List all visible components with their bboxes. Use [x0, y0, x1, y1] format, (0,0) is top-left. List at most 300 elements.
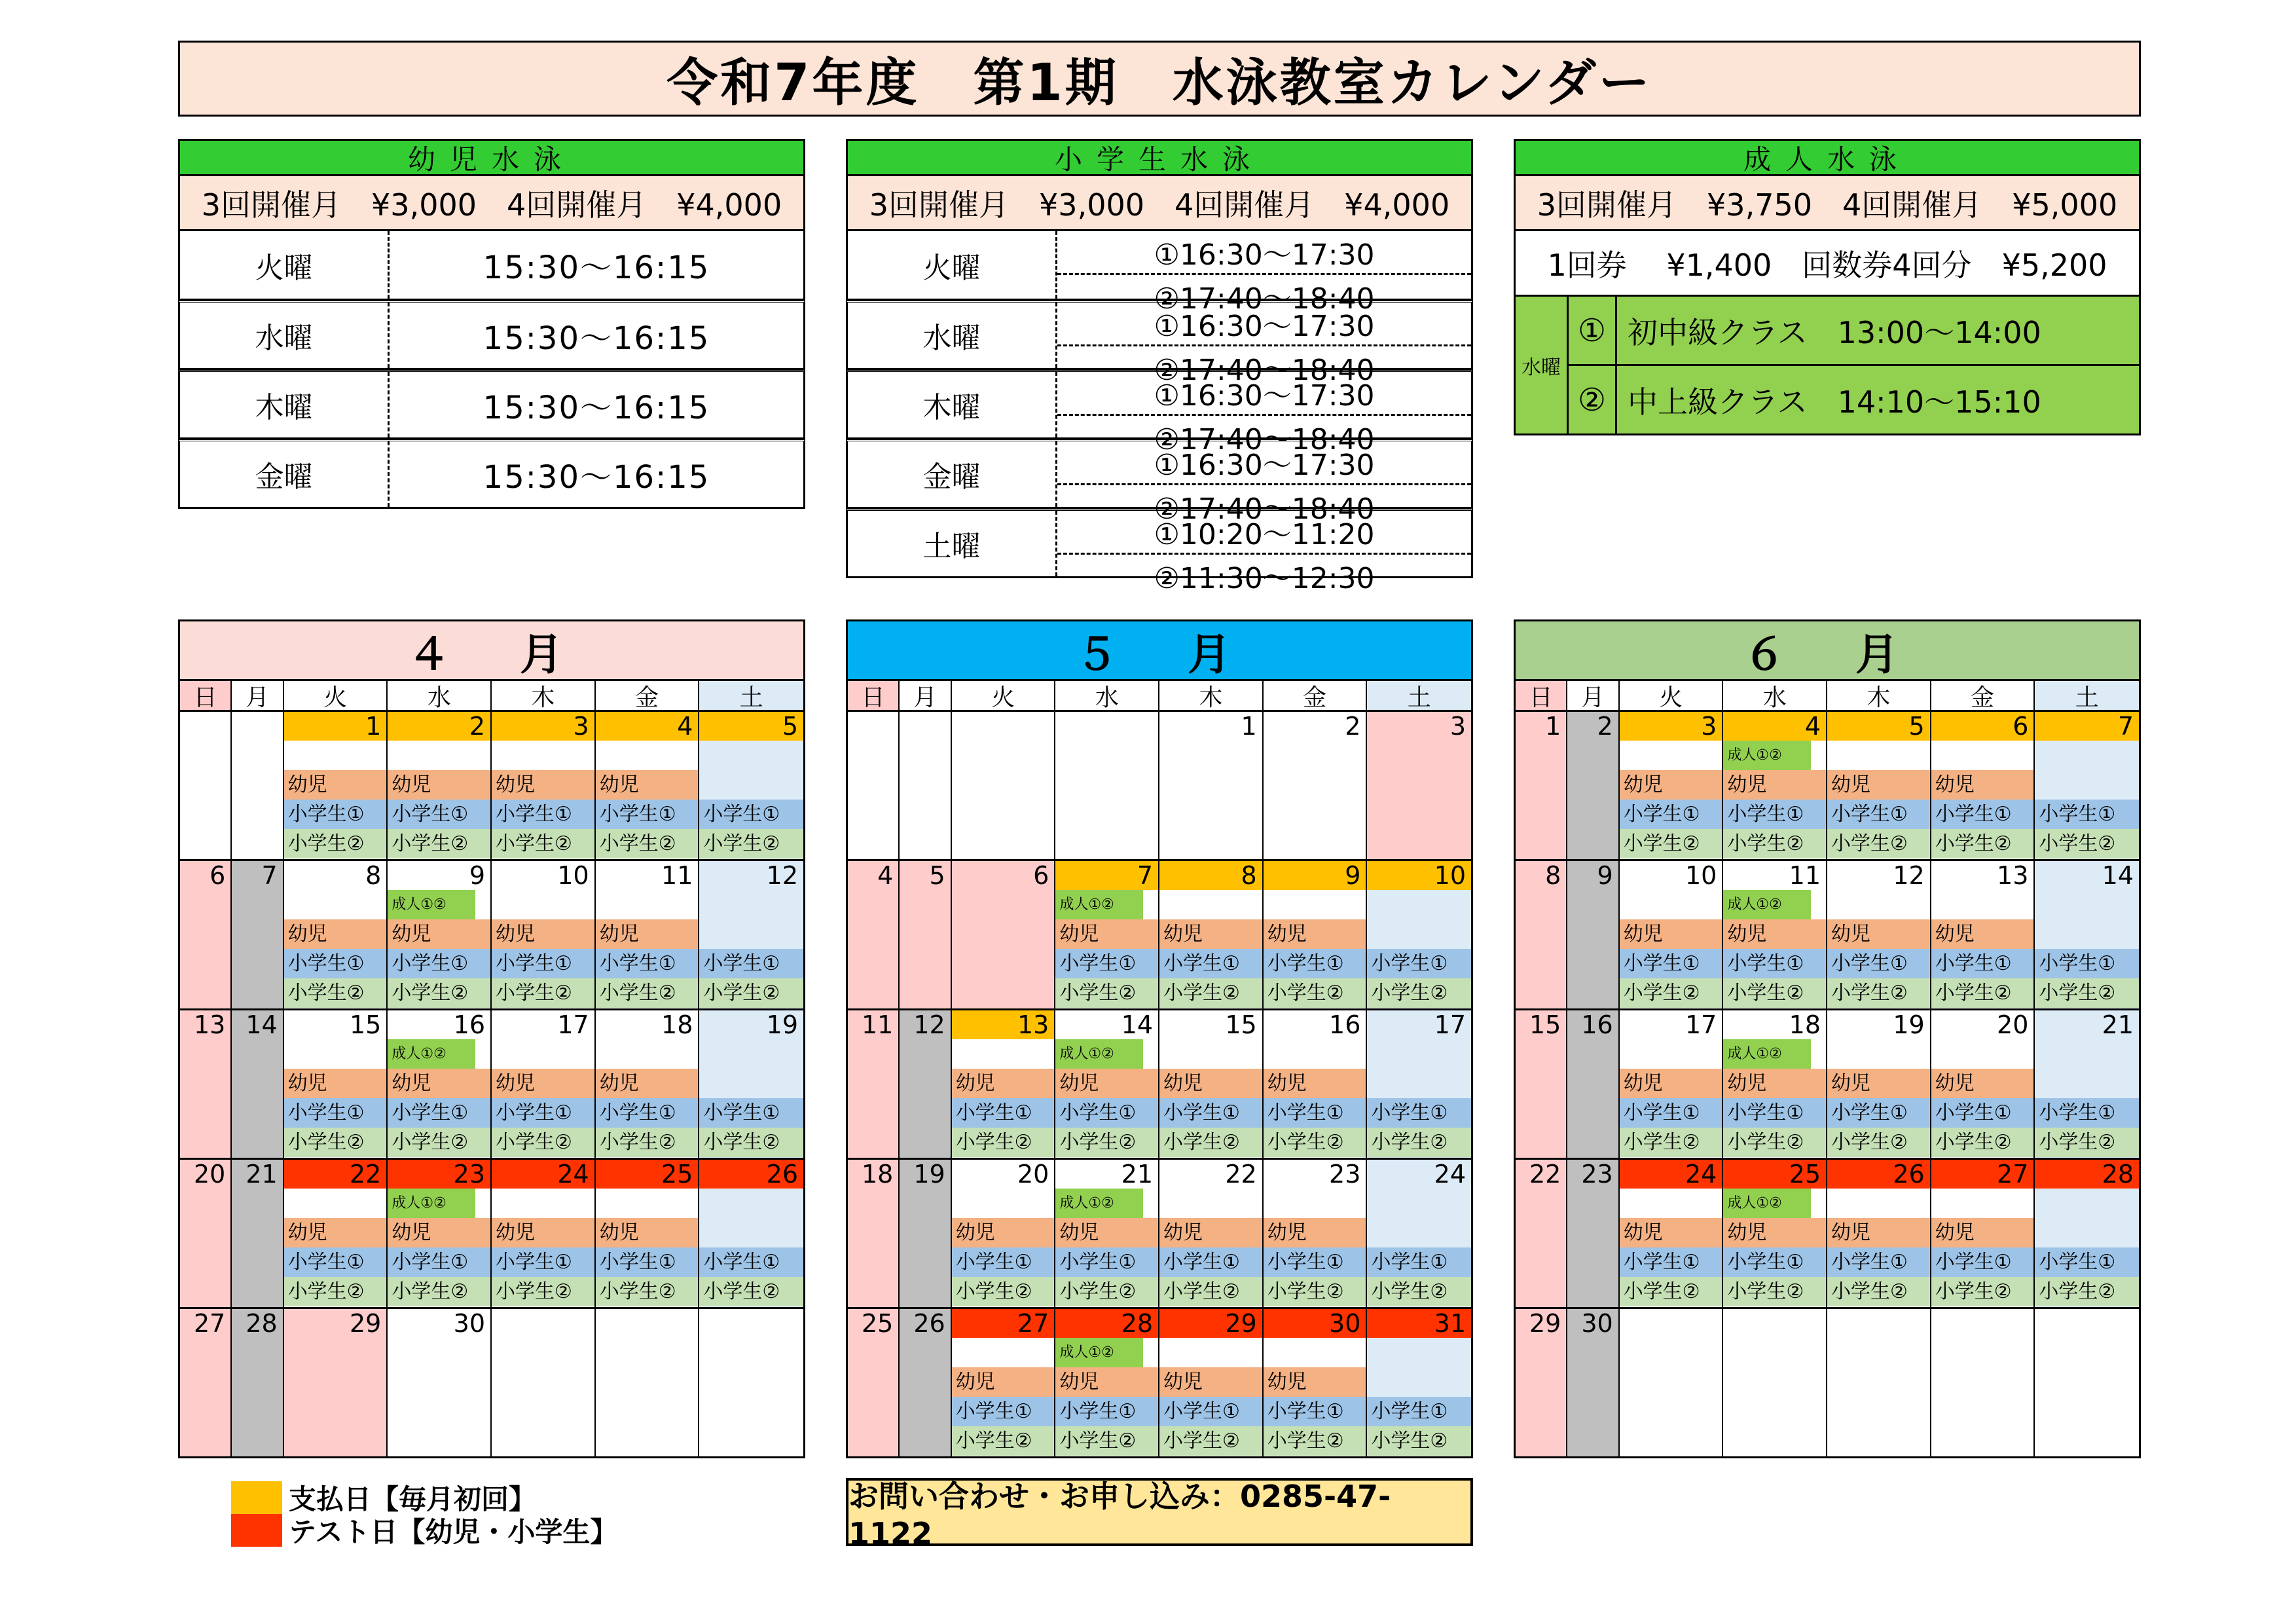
calendar-day	[1367, 712, 1471, 859]
calendar-day	[699, 1160, 803, 1307]
day-number	[1931, 1309, 2034, 1338]
lesson-slot	[952, 1039, 1055, 1069]
lesson-slot-sho2: 小学生②	[1620, 1277, 1722, 1306]
calendar-week	[1516, 712, 2139, 861]
lesson-slot-adult: 成人①②	[1723, 1039, 1810, 1069]
lesson-slot	[596, 1189, 699, 1218]
day-number: 2	[1345, 712, 1361, 741]
lesson-slot-sho2: 小学生②	[1367, 1128, 1471, 1157]
calendar-week	[180, 1309, 803, 1456]
calendar-day	[284, 1160, 388, 1307]
lesson-slot-sho2: 小学生②	[1723, 1128, 1826, 1157]
day-number: 23	[388, 1160, 490, 1189]
lesson-slot-sho2: 小学生②	[1055, 1277, 1158, 1306]
day-number: 28	[246, 1309, 278, 1338]
lesson-slot	[1367, 1218, 1471, 1247]
day-number	[952, 712, 1055, 741]
calendar-day	[232, 1309, 283, 1456]
calendar-day	[388, 712, 492, 859]
calendar-day	[848, 1010, 900, 1158]
lesson-slot-adult: 成人①②	[1055, 1338, 1142, 1367]
calendar-week	[848, 1309, 1471, 1456]
lesson-slot-yoji: 幼児	[952, 1069, 1055, 1098]
lesson-slot	[1367, 1039, 1471, 1069]
lesson-slot	[699, 919, 803, 949]
day-number: 18	[861, 1160, 894, 1189]
shogaku-price: 3回開催月 ¥3,000 4回開催月 ¥4,000	[846, 176, 1473, 231]
lesson-slot-yoji: 幼児	[1827, 919, 1930, 949]
day-number	[1827, 1309, 1930, 1338]
lesson-slot-yoji: 幼児	[492, 1218, 594, 1247]
lesson-slot	[1159, 1039, 1262, 1069]
shogaku-schedule-row	[846, 301, 1473, 387]
lesson-slot-sho1: 小学生①	[1620, 1247, 1722, 1277]
weekday-header-row	[848, 681, 1471, 712]
lesson-slot-sho1: 小学生①	[388, 949, 490, 978]
lesson-slot-sho2: 小学生②	[388, 978, 490, 1008]
lesson-slot	[1931, 1039, 2034, 1069]
seijin-class-label: 中上級クラス 14:10〜15:10	[1628, 384, 2041, 420]
month-title: ４ 月	[180, 621, 803, 681]
lesson-slot-sho1: 小学生①	[388, 800, 490, 829]
lesson-slot-sho2: 小学生②	[952, 1426, 1055, 1456]
day-number: 20	[1017, 1160, 1049, 1189]
calendar-day	[1620, 712, 1724, 859]
legend-swatch-payment	[231, 1481, 282, 1514]
calendar-day	[1620, 1010, 1724, 1158]
lesson-slot-sho1: 小学生①	[596, 949, 699, 978]
lesson-slot-sho1: 小学生①	[1264, 1247, 1366, 1277]
lesson-slot	[1620, 890, 1722, 919]
day-number: 12	[913, 1010, 945, 1039]
calendar-day	[1055, 861, 1159, 1008]
lesson-slot-sho1: 小学生①	[1055, 1098, 1158, 1128]
day-number: 4	[877, 861, 894, 890]
shogaku-schedule-row	[846, 370, 1473, 456]
calendar-day	[492, 1010, 596, 1158]
lesson-slot-sho1: 小学生①	[1931, 1098, 2034, 1128]
lesson-slot	[2035, 1069, 2139, 1098]
schedule-day: 火曜	[848, 231, 1057, 299]
calendar-day	[492, 1309, 596, 1456]
lesson-slot-sho2: 小学生②	[1055, 1426, 1158, 1456]
lesson-slot-yoji: 幼児	[492, 919, 594, 949]
weekday-label: 水	[388, 681, 492, 710]
lesson-slot-yoji: 幼児	[1264, 919, 1366, 949]
lesson-slot	[2035, 890, 2139, 919]
lesson-slot	[952, 1338, 1055, 1367]
calendar-day	[596, 1160, 700, 1307]
calendar-day	[388, 1309, 492, 1456]
legend-item-test	[231, 1514, 617, 1547]
schedule-day: 火曜	[180, 231, 390, 299]
calendar-day	[284, 1309, 388, 1456]
lesson-slot-yoji: 幼児	[1264, 1367, 1366, 1397]
lesson-slot-yoji: 幼児	[1055, 1069, 1158, 1098]
lesson-slot-sho2: 小学生②	[284, 829, 387, 858]
weekday-label: 木	[1159, 681, 1264, 710]
day-number: 22	[1529, 1160, 1561, 1189]
seijin-header: 成人水泳	[1514, 139, 2141, 176]
lesson-slot-sho1: 小学生①	[1827, 1247, 1930, 1277]
schedule-day: 水曜	[180, 303, 390, 368]
day-number: 26	[699, 1160, 803, 1189]
day-number: 25	[1723, 1160, 1826, 1189]
lesson-slot	[1620, 741, 1722, 770]
lesson-slot-sho1: 小学生①	[2035, 1247, 2139, 1277]
lesson-slot-sho1: 小学生①	[1931, 800, 2034, 829]
lesson-slot-sho1: 小学生①	[1723, 949, 1826, 978]
month-title: ５ 月	[848, 621, 1471, 681]
lesson-slot-sho1: 小学生①	[388, 1098, 490, 1128]
lesson-slot-sho1: 小学生①	[492, 800, 594, 829]
day-number: 1	[284, 712, 387, 741]
calendar-day	[180, 1309, 232, 1456]
calendar-day	[1620, 861, 1724, 1008]
calendar-day	[1055, 712, 1159, 859]
calendar-day	[232, 712, 283, 859]
day-number: 20	[1997, 1010, 2029, 1039]
calendar-day	[596, 1010, 700, 1158]
lesson-slot-yoji: 幼児	[596, 1069, 699, 1098]
lesson-slot-sho1: 小学生①	[1931, 949, 2034, 978]
schedule-day: 水曜	[848, 303, 1057, 368]
day-number: 10	[1685, 861, 1717, 890]
yoji-schedule-row	[178, 370, 805, 439]
lesson-slot-yoji: 幼児	[1827, 1069, 1930, 1098]
lesson-slot	[1620, 1189, 1722, 1218]
month-title: ６ 月	[1516, 621, 2139, 681]
lesson-slot	[1159, 890, 1262, 919]
lesson-slot	[284, 1039, 387, 1069]
yoji-schedule-row	[178, 231, 805, 301]
seijin-price: 3回開催月 ¥3,750 4回開催月 ¥5,000	[1514, 176, 2141, 231]
lesson-slot-yoji: 幼児	[952, 1367, 1055, 1397]
day-number: 6	[1931, 712, 2034, 741]
calendar-week	[1516, 1309, 2139, 1456]
lesson-slot-sho1: 小学生①	[1723, 800, 1826, 829]
calendar-day	[2035, 712, 2139, 859]
calendar-day	[284, 712, 388, 859]
day-number: 22	[284, 1160, 387, 1189]
calendar-day	[232, 861, 283, 1008]
day-number: 23	[1581, 1160, 1613, 1189]
legend-swatch-test	[231, 1514, 282, 1547]
calendar-day	[1931, 1010, 2035, 1158]
calendar-day	[1723, 1010, 1827, 1158]
day-number: 29	[350, 1309, 382, 1338]
calendar-april	[178, 619, 805, 1458]
page-title: 令和7年度 第1期 水泳教室カレンダー	[178, 41, 2141, 117]
schedule-day: 木曜	[848, 372, 1057, 437]
lesson-slot	[699, 1189, 803, 1218]
calendar-day	[1516, 1309, 1567, 1456]
lesson-slot-sho1: 小学生①	[1827, 1098, 1930, 1128]
lesson-slot-sho2: 小学生②	[1931, 1128, 2034, 1157]
day-number: 4	[596, 712, 699, 741]
lesson-slot-yoji: 幼児	[388, 770, 490, 800]
yoji-schedule-row	[178, 301, 805, 370]
yoji-schedule-row	[178, 439, 805, 509]
calendar-day	[1055, 1010, 1159, 1158]
lesson-slot-sho2: 小学生②	[952, 1277, 1055, 1306]
lesson-slot	[284, 1189, 387, 1218]
lesson-slot-sho2: 小学生②	[1723, 978, 1826, 1008]
lesson-slot	[492, 741, 594, 770]
day-number: 13	[193, 1010, 226, 1039]
lesson-slot	[2035, 770, 2139, 800]
calendar-day	[1931, 1309, 2035, 1456]
lesson-slot-sho2: 小学生②	[1827, 1128, 1930, 1157]
lesson-slot-sho1: 小学生①	[1264, 1098, 1366, 1128]
day-number: 3	[1449, 712, 1467, 741]
shogaku-schedule-row	[846, 509, 1473, 595]
lesson-slot-sho2: 小学生②	[492, 1277, 594, 1306]
lesson-slot	[1620, 1039, 1722, 1069]
lesson-slot-sho2: 小学生②	[1264, 1128, 1366, 1157]
day-number: 31	[1367, 1309, 1471, 1338]
day-number: 6	[1033, 861, 1049, 890]
calendar-day	[1516, 1160, 1567, 1307]
legend-item-payment	[231, 1481, 617, 1514]
lesson-slot-yoji: 幼児	[1620, 770, 1722, 800]
lesson-slot-sho2: 小学生②	[699, 1277, 803, 1306]
lesson-slot-sho2: 小学生②	[699, 978, 803, 1008]
calendar-day	[1367, 1309, 1471, 1456]
lesson-slot-sho2: 小学生②	[2035, 1277, 2139, 1306]
lesson-slot-yoji: 幼児	[1159, 1069, 1262, 1098]
weekday-label: 金	[1931, 681, 2035, 710]
schedule-time-1: ①16:30〜17:30	[1057, 231, 1471, 275]
day-number	[596, 1309, 699, 1338]
day-number	[232, 712, 282, 741]
weekday-label: 日	[180, 681, 232, 710]
weekday-label: 水	[1723, 681, 1827, 710]
lesson-slot-sho2: 小学生②	[699, 829, 803, 858]
day-number	[1620, 1309, 1722, 1338]
day-number: 22	[1225, 1160, 1257, 1189]
lesson-slot-sho2: 小学生②	[1620, 978, 1722, 1008]
lesson-slot	[1367, 1367, 1471, 1397]
calendar-week	[848, 1010, 1471, 1160]
weekday-label: 日	[1516, 681, 1567, 710]
day-number: 3	[1620, 712, 1722, 741]
calendar-day	[699, 712, 803, 859]
day-number: 14	[246, 1010, 278, 1039]
lesson-slot-sho2: 小学生②	[2035, 978, 2139, 1008]
lesson-slot-sho1: 小学生①	[1620, 949, 1722, 978]
lesson-slot-sho1: 小学生①	[1723, 1247, 1826, 1277]
lesson-slot-sho2: 小学生②	[284, 1277, 387, 1306]
lesson-slot-sho2: 小学生②	[1367, 978, 1471, 1008]
schedule-day: 金曜	[180, 441, 390, 507]
seijin-classes	[1514, 297, 2141, 435]
calendar-day	[1055, 1309, 1159, 1456]
legend-label-test: テスト日【幼児・小学生】	[289, 1516, 618, 1548]
schedule-day: 金曜	[848, 441, 1057, 507]
calendar-day	[596, 712, 700, 859]
lesson-slot-yoji: 幼児	[284, 1069, 387, 1098]
calendar-day	[699, 861, 803, 1008]
day-number: 9	[1264, 861, 1366, 890]
shogaku-schedule-row	[846, 231, 1473, 316]
lesson-slot-yoji: 幼児	[1620, 1218, 1722, 1247]
day-number: 13	[1997, 861, 2029, 890]
day-number: 23	[1329, 1160, 1361, 1189]
lesson-slot-sho2: 小学生②	[2035, 829, 2139, 858]
calendar-day	[2035, 1309, 2139, 1456]
calendar-day	[1931, 861, 2035, 1008]
day-number: 6	[210, 861, 226, 890]
calendar-day	[1367, 1010, 1471, 1158]
lesson-slot-sho1: 小学生①	[1367, 1247, 1471, 1277]
lesson-slot-sho2: 小学生②	[952, 1128, 1055, 1157]
day-number: 19	[766, 1010, 799, 1039]
calendar-day	[180, 1010, 232, 1158]
lesson-slot-yoji: 幼児	[1931, 770, 2034, 800]
lesson-slot-sho1: 小学生①	[284, 949, 387, 978]
lesson-slot-sho2: 小学生②	[1827, 978, 1930, 1008]
lesson-slot-adult: 成人①②	[388, 1189, 475, 1218]
lesson-slot	[596, 890, 699, 919]
lesson-slot	[2035, 919, 2139, 949]
calendar-day	[1827, 1010, 1931, 1158]
lesson-slot-sho2: 小学生②	[596, 1128, 699, 1157]
calendar-week	[180, 1160, 803, 1309]
lesson-slot-yoji: 幼児	[1264, 1069, 1366, 1098]
calendar-week	[1516, 861, 2139, 1010]
day-number: 20	[193, 1160, 226, 1189]
lesson-slot-sho2: 小学生②	[1620, 1128, 1722, 1157]
calendar-day	[1264, 712, 1368, 859]
lesson-slot-sho2: 小学生②	[1827, 829, 1930, 858]
weekday-label: 月	[900, 681, 951, 710]
lesson-slot-sho1: 小学生①	[1367, 949, 1471, 978]
lesson-slot	[1264, 1338, 1366, 1367]
lesson-slot-sho1: 小学生①	[596, 800, 699, 829]
lesson-slot	[1367, 1189, 1471, 1218]
lesson-slot-sho2: 小学生②	[492, 978, 594, 1008]
day-number: 16	[1581, 1010, 1613, 1039]
calendar-day	[952, 712, 1056, 859]
day-number: 25	[596, 1160, 699, 1189]
lesson-slot-sho1: 小学生①	[1055, 1247, 1158, 1277]
calendar-day	[848, 1309, 900, 1456]
calendar-day	[232, 1010, 283, 1158]
lesson-slot-sho2: 小学生②	[388, 1277, 490, 1306]
lesson-slot-sho1: 小学生①	[1723, 1098, 1826, 1128]
lesson-slot-sho1: 小学生①	[596, 1247, 699, 1277]
lesson-slot	[1827, 890, 1930, 919]
calendar-day	[1159, 1160, 1264, 1307]
calendar-day	[1723, 712, 1827, 859]
lesson-slot-yoji: 幼児	[1159, 919, 1262, 949]
lesson-slot-yoji: 幼児	[1620, 919, 1722, 949]
calendar-day	[848, 712, 900, 859]
day-number: 18	[1789, 1010, 1821, 1039]
lesson-slot-sho2: 小学生②	[596, 978, 699, 1008]
calendar-day	[1159, 1010, 1264, 1158]
lesson-slot-yoji: 幼児	[952, 1218, 1055, 1247]
day-number: 8	[1545, 861, 1561, 890]
lesson-slot-sho2: 小学生②	[1055, 978, 1158, 1008]
calendar-may	[846, 619, 1473, 1458]
calendar-day	[952, 1010, 1056, 1158]
day-number: 5	[929, 861, 945, 890]
lesson-slot	[952, 1189, 1055, 1218]
schedule-time-2: ②17:40〜18:40	[1154, 423, 1375, 456]
calendar-day	[388, 861, 492, 1008]
day-number: 21	[1121, 1160, 1154, 1189]
lesson-slot-sho1: 小学生①	[388, 1247, 490, 1277]
calendar-day	[1567, 861, 1619, 1008]
calendar-day	[1723, 861, 1827, 1008]
calendar-day	[492, 861, 596, 1008]
weekday-header-row	[180, 681, 803, 712]
lesson-slot-sho2: 小学生②	[699, 1128, 803, 1157]
calendar-day	[848, 861, 900, 1008]
weekday-label: 火	[952, 681, 1056, 710]
seijin-weekday: 水曜	[1516, 297, 1569, 434]
lesson-slot-sho1: 小学生①	[1055, 949, 1158, 978]
lesson-slot	[2035, 1189, 2139, 1218]
day-number: 12	[766, 861, 799, 890]
day-number: 30	[1264, 1309, 1366, 1338]
lesson-slot-yoji: 幼児	[1264, 1218, 1366, 1247]
yoji-header: 幼児水泳	[178, 139, 805, 176]
schedule-time-2: ②17:40〜18:40	[1154, 282, 1375, 316]
lesson-slot-sho1: 小学生①	[1367, 1098, 1471, 1128]
day-number: 3	[492, 712, 594, 741]
lesson-slot-sho2: 小学生②	[1159, 1128, 1262, 1157]
lesson-slot-yoji: 幼児	[1159, 1218, 1262, 1247]
calendar-day	[1567, 1309, 1619, 1456]
day-number: 14	[1121, 1010, 1154, 1039]
calendar-day	[1567, 1160, 1619, 1307]
calendar-day	[900, 1010, 951, 1158]
lesson-slot-sho2: 小学生②	[1931, 1277, 2034, 1306]
lesson-slot	[1931, 1189, 2034, 1218]
schedule-day: 木曜	[180, 372, 390, 437]
lesson-slot-yoji: 幼児	[1931, 1069, 2034, 1098]
day-number	[1055, 712, 1158, 741]
lesson-slot	[1367, 1338, 1471, 1367]
calendar-day	[900, 1160, 951, 1307]
calendar-day	[1620, 1309, 1724, 1456]
calendar-day	[180, 861, 232, 1008]
lesson-slot	[2035, 1218, 2139, 1247]
day-number: 27	[193, 1309, 226, 1338]
schedule-times	[1057, 511, 1471, 595]
weekday-label: 木	[1827, 681, 1931, 710]
calendar-june	[1514, 619, 2141, 1458]
calendar-day	[1367, 1160, 1471, 1307]
lesson-slot-yoji: 幼児	[1723, 1218, 1826, 1247]
calendar-day	[1264, 1010, 1368, 1158]
lesson-slot-sho2: 小学生②	[1723, 1277, 1826, 1306]
day-number: 1	[1241, 712, 1257, 741]
day-number	[1723, 1309, 1826, 1338]
legend-label-payment: 支払日【毎月初回】	[289, 1483, 537, 1515]
lesson-slot-sho2: 小学生②	[596, 829, 699, 858]
weekday-header-row	[1516, 681, 2139, 712]
lesson-slot	[388, 741, 490, 770]
calendar-day	[952, 1160, 1056, 1307]
calendar-week	[848, 861, 1471, 1010]
lesson-slot	[284, 890, 387, 919]
day-number: 26	[913, 1309, 945, 1338]
day-number	[492, 1309, 594, 1338]
